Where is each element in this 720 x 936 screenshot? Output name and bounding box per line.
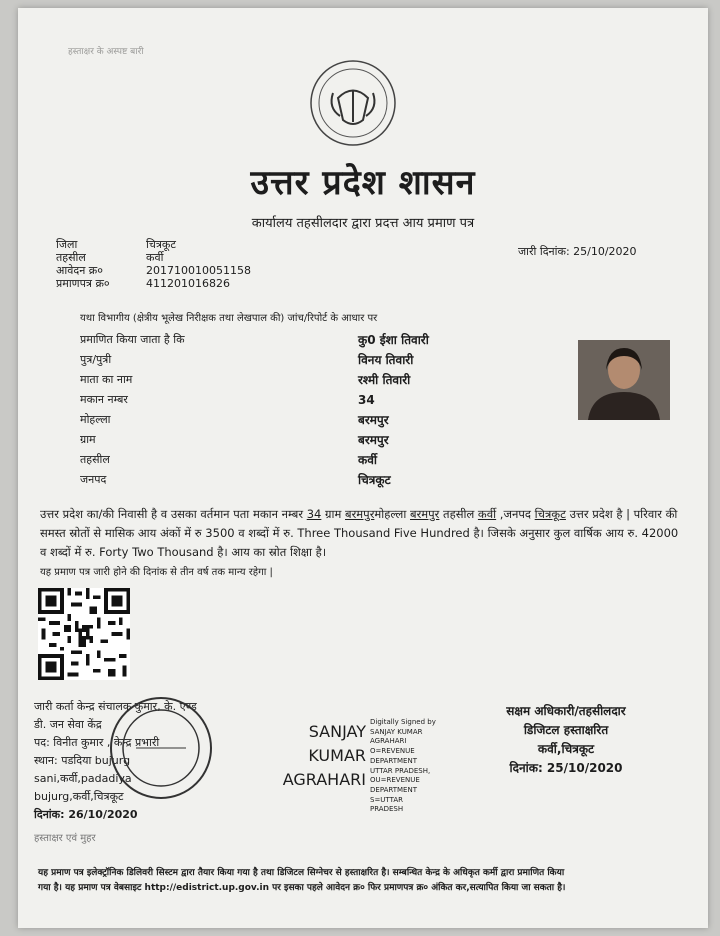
up-emblem-icon bbox=[308, 58, 398, 148]
round-stamp-icon bbox=[106, 693, 216, 803]
issue-date: जारी दिनांक: 25/10/2020 bbox=[518, 245, 637, 258]
page-title: उत्तर प्रदेश शासन bbox=[250, 163, 476, 203]
field-label: मकान नम्बर bbox=[80, 393, 128, 406]
digital-signature-details bbox=[370, 718, 470, 815]
top-note: हस्ताक्षर के अस्पष्ट बारी bbox=[68, 47, 144, 57]
signature-detail: AGRAHARI bbox=[370, 737, 407, 746]
signature-detail: O=REVENUE bbox=[370, 747, 415, 756]
certificate-number: 411201016826 bbox=[146, 277, 230, 290]
digital-signer-name bbox=[256, 720, 366, 792]
field-value: रश्मी तिवारी bbox=[358, 373, 411, 387]
signature-detail: Digitally Signed by bbox=[370, 718, 436, 726]
district-name: चित्रकूट bbox=[534, 507, 566, 521]
field-value: कर्वी bbox=[358, 453, 377, 467]
issuer-line: bujurg,कर्वी,चित्रकूट bbox=[34, 790, 124, 803]
application-number: 201710010051158 bbox=[146, 264, 251, 277]
signature-detail: OU=REVENUE bbox=[370, 776, 420, 785]
signature-detail: PRADESH bbox=[370, 805, 404, 814]
certificate-meta bbox=[56, 238, 251, 290]
issuer-line: जारी कर्ता केन्द्र संचालक कुमार, के. एण्ड bbox=[34, 700, 197, 713]
application-label: आवेदन क्र० bbox=[56, 264, 103, 277]
field-row bbox=[80, 370, 540, 390]
field-label: ग्राम bbox=[80, 433, 96, 446]
field-label: माता का नाम bbox=[80, 373, 133, 386]
field-value: बरमपुर bbox=[358, 433, 389, 447]
officer-date: दिनांक: 25/10/2020 bbox=[509, 761, 623, 775]
field-value: विनय तिवारी bbox=[358, 353, 414, 367]
officer-line: कर्वी,चित्रकूट bbox=[537, 742, 595, 756]
footer-line: गया है। यह प्रमाण पत्र वेबसाइट http://edistrict.up.gov.in पर इसका पहले आवेदन क्र० फिर प्रमाणपत्र क्र० अंकित कर,सत्यापित किया जा सकता है। bbox=[38, 883, 566, 893]
officer-title: सक्षम अधिकारी/तहसीलदार bbox=[506, 704, 626, 718]
district-label: जिला bbox=[56, 238, 78, 251]
tehsil-name: कर्वी bbox=[477, 507, 497, 521]
house-number: 34 bbox=[306, 507, 322, 521]
certificate-body bbox=[40, 505, 680, 582]
signer-name-line: AGRAHARI bbox=[282, 770, 366, 789]
issuer-line: sani,कर्वी,padadiya bbox=[34, 772, 132, 785]
signature-detail: SANJAY KUMAR bbox=[370, 727, 423, 736]
field-label: पुत्र/पुत्री bbox=[80, 353, 112, 366]
field-value: कु0 ईशा तिवारी bbox=[358, 333, 429, 347]
field-value: 34 bbox=[358, 393, 375, 407]
validity-text: यह प्रमाण पत्र जारी होने की दिनांक से तीन वर्ष तक मान्य रहेगा | bbox=[40, 567, 273, 578]
field-value: चित्रकूट bbox=[358, 473, 391, 487]
officer-block bbox=[466, 702, 666, 778]
field-label: जनपद bbox=[80, 473, 107, 486]
field-row bbox=[80, 330, 540, 350]
signature-detail: UTTAR PRADESH, bbox=[370, 766, 431, 775]
issuer-line: डी. जन सेवा केंद्र bbox=[34, 718, 102, 731]
village-name: बरमपुर bbox=[345, 507, 375, 521]
intro-text: यथा विभागीय (क्षेत्रीय भूलेख निरीक्षक तथा लेखपाल की) जांच/रिपोर्ट के आधार पर bbox=[80, 313, 378, 324]
footer-line: यह प्रमाण पत्र इलेक्ट्रॉनिक डिलिवरी सिस्टम द्वारा तैयार किया गया है तथा डिजिटल सिग्नेचर से हस्ताक्षरित है। सम्बन्धित केन्द्र के अधिकृत कर्मी द्वारा प्रमाणित किया bbox=[38, 868, 565, 878]
officer-line: डिजिटल हस्ताक्षरित bbox=[523, 723, 609, 737]
footer-note bbox=[38, 866, 698, 896]
tehsil-value: कर्वी bbox=[146, 251, 164, 264]
body-text: तहसील bbox=[439, 507, 478, 521]
field-row bbox=[80, 410, 540, 430]
signer-name-line: KUMAR bbox=[308, 746, 366, 765]
signature-detail: DEPARTMENT bbox=[370, 756, 417, 765]
field-row bbox=[80, 390, 540, 410]
issuer-line: स्थान: पडदिया bujurg bbox=[34, 754, 131, 767]
certificate-label: प्रमाणपत्र क्र० bbox=[56, 277, 110, 290]
tehsil-label: तहसील bbox=[56, 251, 86, 264]
signer-name-line: SANJAY bbox=[308, 722, 366, 741]
body-text: उत्तर प्रदेश का/की निवासी है व उसका वर्तमान पता मकान नम्बर bbox=[40, 507, 307, 521]
applicant-photo bbox=[578, 340, 670, 420]
signature-detail: DEPARTMENT bbox=[370, 785, 417, 794]
mohalla-name: बरमपुर bbox=[410, 507, 440, 521]
field-row bbox=[80, 430, 540, 450]
body-text: उत्तर प्रदेश है | परिवार की समस्त स्रोतों से मासिक आय अंकों में रु 3500 व शब्दों में रु. Three Thousand Five Hundred है। जिसके अनुसार कुल वार्षिक आय रु. 42000 व शब्दों में रु. Forty Two Thousand है। आय का स्रोत शिक्षा है। bbox=[40, 507, 679, 559]
field-label: मोहल्ला bbox=[80, 413, 111, 426]
district-value: चित्रकूट bbox=[146, 238, 176, 251]
field-label: प्रमाणित किया जाता है कि bbox=[80, 333, 185, 346]
issuer-date: दिनांक: 26/10/2020 bbox=[34, 808, 138, 821]
field-row bbox=[80, 350, 540, 370]
page-subtitle: कार्यालय तहसीलदार द्वारा प्रदत्त आय प्रमाण पत्र bbox=[251, 216, 475, 231]
certificate-sheet bbox=[18, 8, 708, 928]
body-text: मोहल्ला bbox=[374, 507, 410, 521]
signature-seal-note: हस्ताक्षर एवं मुहर bbox=[34, 833, 96, 844]
body-text: ग्राम bbox=[321, 507, 346, 521]
field-label: तहसील bbox=[80, 453, 110, 466]
field-row bbox=[80, 470, 540, 490]
field-value: बरमपुर bbox=[358, 413, 389, 427]
field-row bbox=[80, 450, 540, 470]
body-text: ,जनपद bbox=[496, 507, 535, 521]
qr-code-icon[interactable] bbox=[38, 588, 130, 680]
certificate-fields bbox=[80, 330, 540, 490]
issuer-line: पद: विनीत कुमार , केन्द्र प्रभारी bbox=[34, 736, 160, 749]
signature-detail: S=UTTAR bbox=[370, 795, 403, 804]
